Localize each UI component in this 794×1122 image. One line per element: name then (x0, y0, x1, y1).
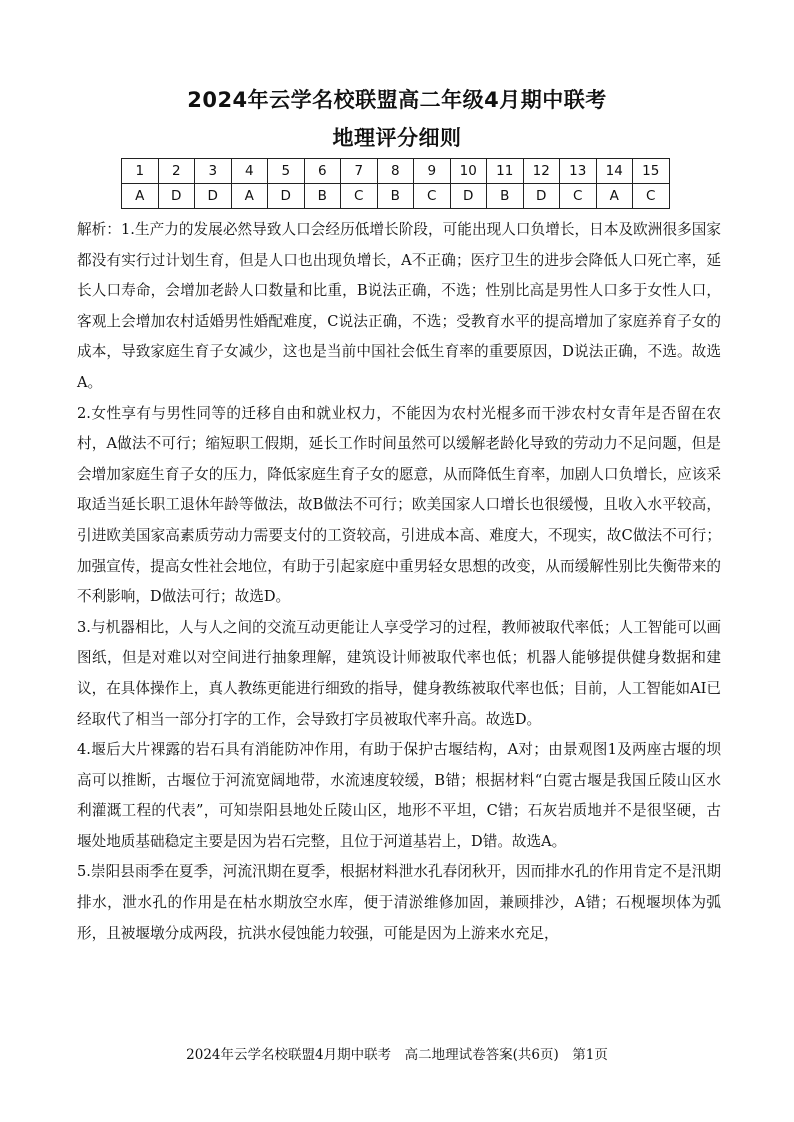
answer-table (121, 158, 670, 209)
answer-cell: C (341, 184, 378, 209)
explanation-paragraph-2: 2.女性享有与男性同等的迁移自由和就业权力，不能因为农村光棍多而干涉农村女青年是否留在农村，A做法不可行；缩短职工假期，延长工作时间虽然可以缓解老龄化导致的劳动力不足问题，但是会增加家庭生育子女的压力，降低家庭生育子女的愿意，从而降低生育率，加剧人口负增长，应该采取适当延长职工退休年龄等做法，故B做法不可行；欧美国家人口增长也很缓慢，且收入水平较高，引进欧美国家高素质劳动力需要支付的工资较高，引进成本高、难度大，不现实，故C做法不可行；加强宣传，提高女性社会地位，有助于引起家庭中重男轻女思想的改变，从而缓解性别比失衡带来的不利影响，D做法可行；故选D。 (77, 404, 721, 606)
question-number: 4 (231, 159, 268, 184)
answer-table-number-row (122, 159, 670, 184)
question-number: 10 (450, 159, 487, 184)
question-number: 12 (523, 159, 560, 184)
question-number: 15 (633, 159, 670, 184)
page-footer: 2024年云学名校联盟4月期中联考 高二地理试卷答案(共6页) 第1页 (186, 1047, 608, 1063)
answer-cell: A (122, 184, 159, 209)
question-number: 14 (596, 159, 633, 184)
answer-cell: D (450, 184, 487, 209)
explanation-body (77, 215, 721, 949)
answer-cell: A (231, 184, 268, 209)
answer-cell: D (195, 184, 232, 209)
page-subtitle: 地理评分细则 (332, 126, 462, 150)
answer-table-answer-row (122, 184, 670, 209)
answer-cell: B (487, 184, 524, 209)
question-number: 2 (158, 159, 195, 184)
page-title: 2024年云学名校联盟高二年级4月期中联考 (187, 88, 607, 112)
answer-cell: D (158, 184, 195, 209)
question-number: 8 (377, 159, 414, 184)
question-number: 7 (341, 159, 378, 184)
question-number: 9 (414, 159, 451, 184)
question-number: 6 (304, 159, 341, 184)
explanation-paragraph-3: 3.与机器相比，人与人之间的交流互动更能让人享受学习的过程，教师被取代率低；人工智能可以画图纸，但是对难以对空间进行抽象理解，建筑设计师被取代率也低；机器人能够提供健身数据和建议，在具体操作上，真人教练更能进行细致的指导，健身教练被取代率也低；目前，人工智能如AI已经取代了相当一部分打字的工作，会导致打字员被取代率升高。故选D。 (77, 618, 721, 728)
answer-cell: D (523, 184, 560, 209)
answer-cell: B (377, 184, 414, 209)
explanation-paragraph-5: 5.崇阳县雨季在夏季，河流汛期在夏季，根据材料泄水孔春闭秋开，因而排水孔的作用肯定不是汛期排水，泄水孔的作用是在枯水期放空水库，便于清淤维修加固，兼顾排沙，A错；石枧堰坝体为弧形，且被堰墩分成两段，抗洪水侵蚀能力较强，可能是因为上游来水充足， (77, 863, 721, 942)
explanation-paragraph-1: 解析：1.生产力的发展必然导致人口会经历低增长阶段，可能出现人口负增长，日本及欧洲很多国家都没有实行过计划生育，但是人口也出现负增长，A不正确；医疗卫生的进步会降低人口死亡率，延长人口寿命，会增加老龄人口数量和比重，B说法正确，不选；性别比高是男性人口多于女性人口，客观上会增加农村适婚男性婚配难度，C说法正确，不选；受教育水平的提高增加了家庭养育子女的成本，导致家庭生育子女减少，这也是当前中国社会低生育率的重要原因，D说法正确，不选。故选A。 (77, 221, 721, 391)
answer-cell: A (596, 184, 633, 209)
answer-cell: C (414, 184, 451, 209)
answer-cell: C (633, 184, 670, 209)
question-number: 1 (122, 159, 159, 184)
answer-cell: D (268, 184, 305, 209)
answer-cell: B (304, 184, 341, 209)
explanation-paragraph-4: 4.堰后大片裸露的岩石具有消能防冲作用，有助于保护古堰结构，A对；由景观图1及两座古堰的坝高可以推断，古堰位于河流宽阔地带，水流速度较缓，B错；根据材料“白霓古堰是我国丘陵山区水利灌溉工程的代表”，可知崇阳县地处丘陵山区，地形不平坦，C错；石灰岩质地并不是很坚硬，古堰处地质基础稳定主要是因为岩石完整，且位于河道基岩上，D错。故选A。 (77, 741, 721, 850)
question-number: 11 (487, 159, 524, 184)
question-number: 3 (195, 159, 232, 184)
question-number: 13 (560, 159, 597, 184)
question-number: 5 (268, 159, 305, 184)
answer-cell: C (560, 184, 597, 209)
